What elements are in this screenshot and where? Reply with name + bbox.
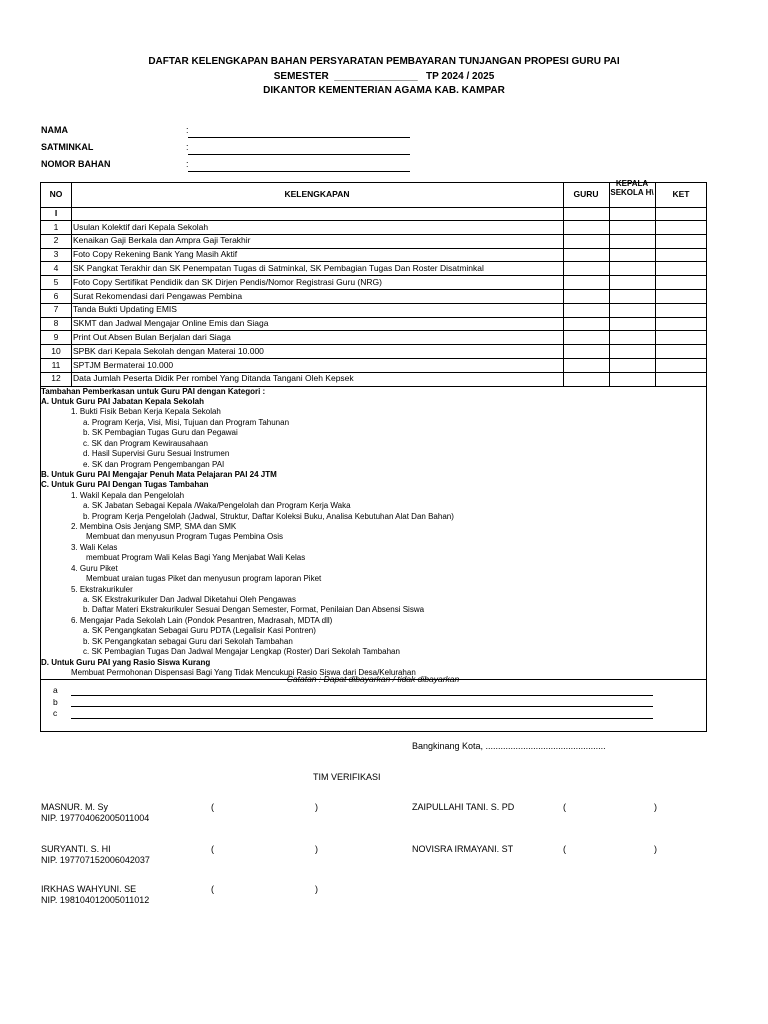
verifier-4-sign-close: ) [654,844,657,854]
ket-cell[interactable] [655,275,707,289]
verifier-4-name: NOVISRA IRMAYANI. ST [412,844,514,854]
ket-cell[interactable] [655,317,707,331]
verifier-3-sign-close: ) [315,844,318,854]
category-heading: Tambahan Pemberkasan untuk Guru PAI dengan Kategori : [41,386,266,396]
header-guru: GURU [573,189,599,199]
note-label-a: a [53,685,58,695]
category-heading: A. Untuk Guru PAI Jabatan Kepala Sekolah [41,397,204,407]
guru-check-cell[interactable] [563,317,609,331]
kepala-check-cell[interactable] [609,303,655,317]
category-heading: C. Untuk Guru PAI Dengan Tugas Tambahan [41,480,209,490]
guru-check-cell[interactable] [563,234,609,248]
requirement-item: 5. Ekstrakurikuler [71,584,133,594]
row-divider [41,234,706,235]
requirement-item: a. Program Kerja, Visi, Misi, Tujuan dan Program Tahunan [83,417,290,427]
ket-cell[interactable] [655,220,707,234]
row-divider [41,358,706,359]
header-divider [41,207,706,208]
kepala-check-cell[interactable] [609,220,655,234]
requirement-item: 3. Wali Kelas [71,542,118,552]
kepala-check-cell[interactable] [609,234,655,248]
row-divider [41,261,706,262]
requirement-item: Membuat uraian tugas Piket dan menyusun program laporan Piket [86,574,322,584]
row-number: 8 [53,318,59,329]
requirement-item: c. SK dan Program Kewirausahaan [83,438,208,448]
ket-cell[interactable] [655,303,707,317]
place-date: Bangkinang Kota, ................................................ [412,741,606,751]
office-line: DIKANTOR KEMENTERIAN AGAMA KAB. KAMPAR [263,85,505,96]
verifier-5-sign-open: ( [211,884,214,894]
ket-cell[interactable] [655,234,707,248]
header-kelengkapan: KELENGKAPAN [284,189,350,199]
note-line-a[interactable] [71,695,653,696]
column-divider [563,183,564,386]
verifier-2-sign-close: ) [654,802,657,812]
row-divider [41,248,706,249]
row-requirement: SKMT dan Jadwal Mengajar Online Emis dan Siaga [73,318,269,329]
row-divider [41,220,706,221]
verifier-2-sign-open: ( [563,802,566,812]
nomor-bahan-field[interactable] [188,171,410,172]
verifier-1-nip: NIP. 197704062005011004 [41,813,150,823]
row-divider [41,372,706,373]
checklist-table [40,179,707,732]
verifier-1-name: MASNUR. M. Sy [41,802,109,812]
header-no: NO [49,189,63,199]
requirement-item: Membuat Permohonan Dispensasi Bagi Yang Tidak Mencukupi Rasio Siswa dari Desa/Kelurahan [71,667,416,677]
row-requirement: Kenaikan Gaji Berkala dan Ampra Gaji Terakhir [73,235,251,246]
ket-cell[interactable] [655,289,707,303]
header-kepala-sekolah: KEPALA SEKOLA H\ [610,179,654,197]
row-divider [41,330,706,331]
verifier-1-sign-close: ) [315,802,318,812]
row-requirement: Print Out Absen Bulan Berjalan dari Siaga [73,331,231,342]
row-divider [41,344,706,345]
row-number: 12 [51,373,61,384]
requirement-item: c. SK Pembagian Tugas Dan Jadwal Mengajar Lengkap (Roster) Dari Sekolah Tambahan [83,647,400,657]
ket-cell[interactable] [655,358,707,372]
semester-line: SEMESTER _______________ TP 2024 / 2025 [273,71,495,82]
kepala-check-cell[interactable] [609,317,655,331]
satminkal-label: SATMINKAL [41,142,94,152]
nama-field[interactable] [188,137,410,138]
row-number: 4 [53,262,59,273]
satminkal-field[interactable] [188,154,410,155]
nomor-bahan-label: NOMOR BAHAN [41,159,111,169]
verifier-5-name: IRKHAS WAHYUNI. SE [41,884,137,894]
header-ket: KET [672,189,690,199]
requirement-item: b. SK Pembagian Tugas Guru dan Pegawai [83,428,238,438]
row-number: 7 [53,304,59,315]
guru-check-cell[interactable] [563,303,609,317]
verifier-3-name: SURYANTI. S. HI [41,844,111,854]
guru-check-cell[interactable] [563,275,609,289]
column-divider [655,183,656,386]
requirement-item: d. Hasil Supervisi Guru Sesuai Instrumen [83,449,230,459]
row-requirement: SK Pangkat Terakhir dan SK Penempatan Tugas di Satminkal, SK Pembagian Tugas Dan Roster Disatminkal [73,262,484,273]
guru-check-cell[interactable] [563,289,609,303]
kepala-check-cell[interactable] [609,248,655,262]
requirement-item: 2. Membina Osis Jenjang SMP, SMA dan SMK [71,522,237,532]
guru-check-cell[interactable] [563,372,609,386]
requirement-item: a. SK Jabatan Sebagai Kepala /Waka/Pengelolah dan Program Kerja Waka [83,501,351,511]
row-requirement: Data Jumlah Peserta Didik Per rombel Yang Ditanda Tangani Oleh Kepsek [73,373,354,384]
verifier-3-nip: NIP. 197707152006042037 [41,855,150,865]
row-number: 9 [53,331,59,342]
requirement-item: Membuat dan menyusun Program Tugas Pembina Osis [86,532,283,542]
category-heading: D. Untuk Guru PAI yang Rasio Siswa Kurang [41,657,211,667]
requirement-item: a. SK Pengangkatan Sebagai Guru PDTA (Legalisir Kasi Pontren) [83,626,316,636]
nama-colon: : [186,125,189,135]
document-title: DAFTAR KELENGKAPAN BAHAN PERSYARATAN PEMBAYARAN TUNJANGAN PROPESI GURU PAI [148,56,620,67]
ket-cell[interactable] [655,248,707,262]
row-requirement: Foto Copy Rekening Bank Yang Masih Aktif [73,249,238,260]
requirement-item: e. SK dan Program Pengembangan PAI [83,459,225,469]
note-label-c: c [53,708,58,718]
row-number: 5 [53,276,59,287]
row-requirement: Usulan Kolektif dari Kepala Sekolah [73,221,209,232]
ket-cell[interactable] [655,330,707,344]
row-requirement: Foto Copy Sertifikat Pendidik dan SK Dirjen Pendis/Nomor Registrasi Guru (NRG) [73,276,382,287]
ket-cell[interactable] [655,344,707,358]
row-divider [41,303,706,304]
satminkal-colon: : [186,142,189,152]
requirement-item: b. Program Kerja Pengelolah (Jadwal, Struktur, Daftar Koleksi Buku, Analisa Kebutuhan Alat Dan Bahan) [83,511,454,521]
guru-check-cell[interactable] [563,261,609,275]
guru-check-cell[interactable] [563,220,609,234]
requirement-item: 6. Mengajar Pada Sekolah Lain (Pondok Pesantren, Madrasah, MDTA dll) [71,615,333,625]
verifier-4-sign-open: ( [563,844,566,854]
requirement-item: b. SK Pengangkatan sebagai Guru dari Sekolah Tambahan [83,636,293,646]
note-line-b[interactable] [71,706,653,707]
verifier-5-sign-close: ) [315,884,318,894]
row-divider [41,275,706,276]
row-requirement: SPBK dari Kepala Sekolah dengan Materai 10.000 [73,345,264,356]
guru-check-cell[interactable] [563,344,609,358]
verifier-2-name: ZAIPULLAHI TANI. S. PD [412,802,515,812]
note-label-b: b [53,697,58,707]
column-divider [609,183,610,386]
row-number: 2 [53,235,59,246]
ket-cell[interactable] [655,261,707,275]
section-roman: I [54,208,58,218]
requirement-item: 1. Bukti Fisik Beban Kerja Kepala Sekolah [71,407,221,417]
row-number: 11 [51,359,61,370]
row-requirement: Surat Rekomendasi dari Pengawas Pembina [73,290,243,301]
row-number: 1 [53,221,59,232]
verifier-1-sign-open: ( [211,802,214,812]
requirement-item: membuat Program Wali Kelas Bagi Yang Menjabat Wali Kelas [86,553,306,563]
row-number: 6 [53,290,59,301]
row-divider [41,289,706,290]
requirement-item: a. SK Ekstrakurikuler Dan Jadwal Diketahui Oleh Pengawas [83,595,296,604]
kepala-check-cell[interactable] [609,275,655,289]
requirement-item: 1. Wakil Kepala dan Pengelolah [71,490,185,500]
column-divider [71,183,72,386]
row-number: 10 [51,345,61,356]
kepala-check-cell[interactable] [609,261,655,275]
verifier-3-sign-open: ( [211,844,214,854]
team-title: TIM VERIFIKASI [313,772,381,782]
row-requirement: SPTJM Bermaterai 10.000 [73,359,174,370]
verifier-5-nip: NIP. 198104012005011012 [41,895,150,905]
guru-check-cell[interactable] [563,248,609,262]
requirement-item: 4. Guru Piket [71,563,118,573]
row-requirement: Tanda Bukti Updating EMIS [73,304,177,315]
nama-label: NAMA [41,125,68,135]
requirement-item: b. Daftar Materi Ekstrakurikuler Sesuai Dengan Semester, Format, Penilaian Dan Absensi Siswa [83,605,425,615]
kepala-check-cell[interactable] [609,344,655,358]
catatan-note: Catatan : Dapat dibayarkan / tidak dibayarkan [286,674,460,684]
kepala-check-cell[interactable] [609,330,655,344]
guru-check-cell[interactable] [563,358,609,372]
category-heading: B. Untuk Guru PAI Mengajar Penuh Mata Pelajaran PAI 24 JTM [41,469,277,479]
kepala-check-cell[interactable] [609,372,655,386]
ket-cell[interactable] [655,372,707,386]
kepala-check-cell[interactable] [609,358,655,372]
note-line-c[interactable] [71,718,653,719]
kepala-check-cell[interactable] [609,289,655,303]
row-divider [41,317,706,318]
row-number: 3 [53,249,59,260]
nomor-bahan-colon: : [186,159,189,169]
guru-check-cell[interactable] [563,330,609,344]
